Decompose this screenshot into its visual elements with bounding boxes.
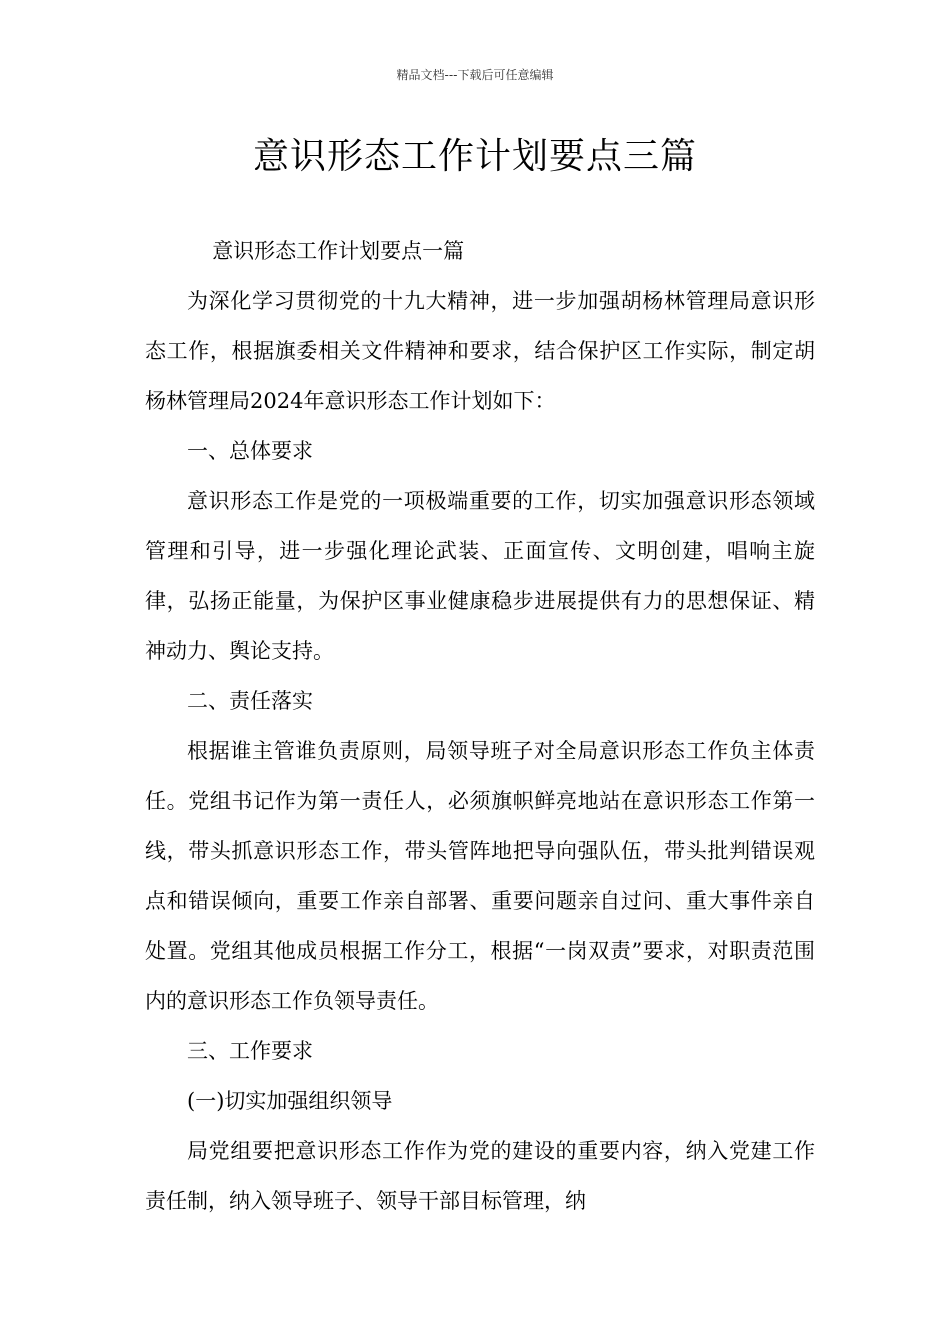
section-heading-1: 一、总体要求 <box>187 439 313 463</box>
section-heading-3: 三、工作要求 <box>187 1039 313 1063</box>
subsection-heading-1: (一)切实加强组织领导 <box>187 1089 393 1113</box>
document-body <box>145 226 815 1226</box>
intro-paragraph: 为深化学习贯彻党的十九大精神，进一步加强胡杨林管理局意识形态工作，根据旗委相关文件精神和要求，结合保护区工作实际，制定胡杨林管理局2024年意识形态工作计划如下： <box>145 289 815 413</box>
header-note: 精品文档---下载后可任意编辑 <box>396 68 554 82</box>
document-title: 意识形态工作计划要点三篇 <box>252 136 697 177</box>
section-heading-2: 二、责任落实 <box>187 689 313 713</box>
section-paragraph-2: 根据谁主管谁负责原则，局领导班子对全局意识形态工作负主体责任。党组书记作为第一责任人，必须旗帜鲜亮地站在意识形态工作第一线，带头抓意识形态工作，带头管阵地把导向强队伍，带头批判错误观点和错误倾向，重要工作亲自部署、重要问题亲自过问、重大事件亲自处置。党组其他成员根据工作分工，根据“一岗双责”要求，对职责范围内的意识形态工作负领导责任。 <box>145 739 815 1013</box>
section-paragraph-1: 意识形态工作是党的一项极端重要的工作，切实加强意识形态领域管理和引导，进一步强化理论武装、正面宣传、文明创建，唱响主旋律，弘扬正能量，为保护区事业健康稳步进展提供有力的思想保证、精神动力、舆论支持。 <box>145 489 815 663</box>
subtitle-paragraph: 意识形态工作计划要点一篇 <box>212 239 465 263</box>
subsection-paragraph-1: 局党组要把意识形态工作作为党的建设的重要内容，纳入党建工作责任制，纳入领导班子、领导干部目标管理，纳 <box>145 1139 815 1213</box>
